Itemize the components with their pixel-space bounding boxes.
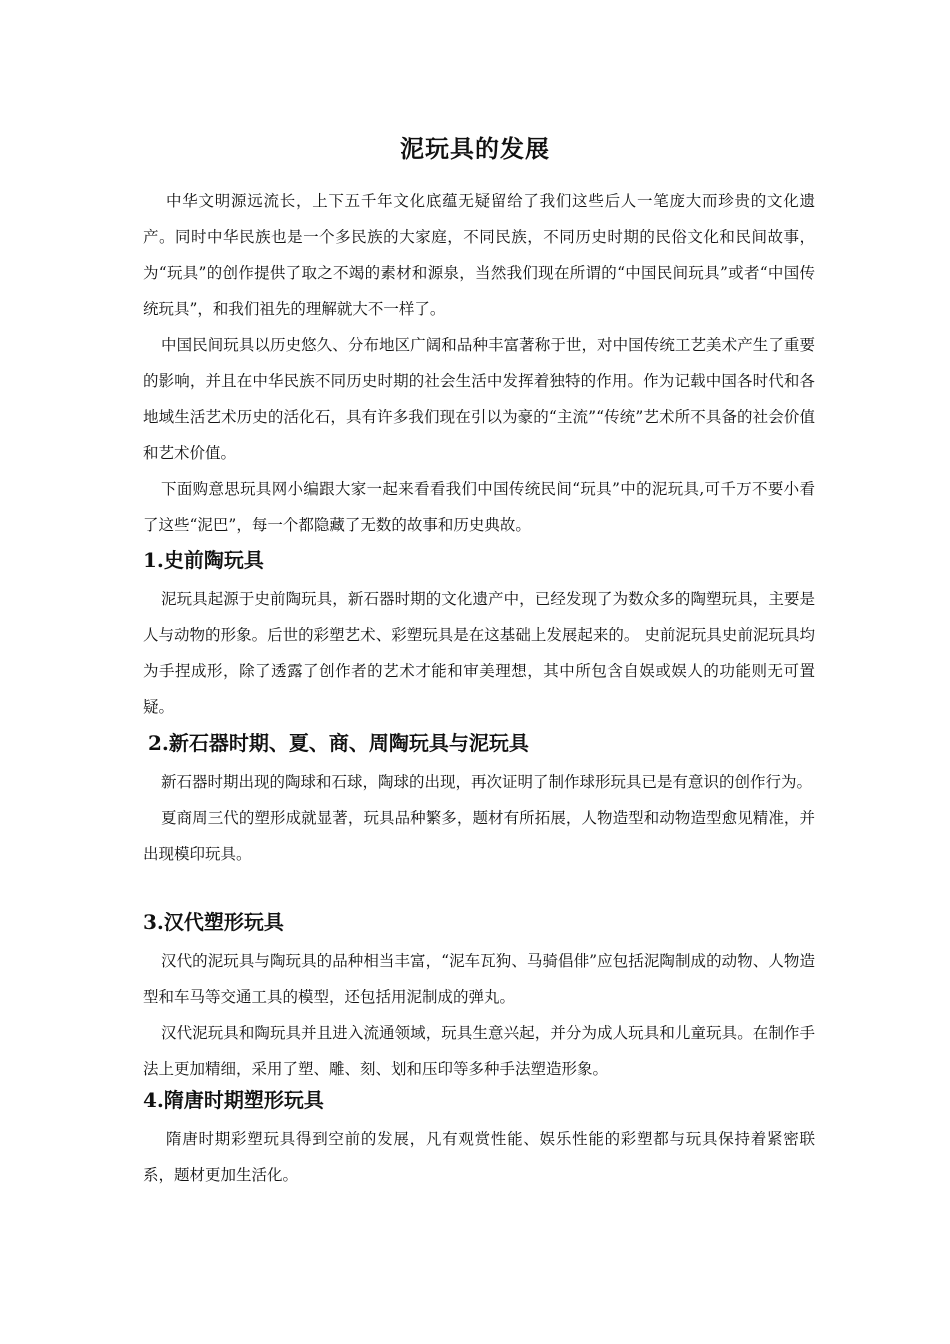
- section-4-body: [143, 1121, 815, 1193]
- document-title: 泥玩具的发展: [400, 134, 550, 163]
- section-3-paragraph-1: 汉代的泥玩具与陶玩具的品种相当丰富，“泥车瓦狗、马骑倡俳”应包括泥陶制成的动物、人物造型和车马等交通工具的模型，还包括用泥制成的弹丸。: [143, 952, 815, 1006]
- section-4-paragraph-1: 隋唐时期彩塑玩具得到空前的发展，凡有观赏性能、娱乐性能的彩塑都与玩具保持着紧密联系，题材更加生活化。: [143, 1130, 815, 1184]
- intro-paragraph-1: 中华文明源远流长，上下五千年文化底蕴无疑留给了我们这些后人一笔庞大而珍贵的文化遗产。同时中华民族也是一个多民族的大家庭，不同民族，不同历史时期的民俗文化和民间故事，为“玩具”的创作提供了取之不竭的素材和源泉，当然我们现在所谓的“中国民间玩具”或者“中国传统玩具”，和我们祖先的理解就大不一样了。: [143, 192, 815, 318]
- section-heading-4: 4.隋唐时期塑形玩具: [143, 1088, 324, 1112]
- intro-paragraph: [143, 471, 815, 543]
- section-heading-2: 2.新石器时期、夏、商、周陶玩具与泥玩具: [148, 731, 529, 755]
- section-3-paragraph-2: 汉代泥玩具和陶玩具并且进入流通领域，玩具生意兴起，并分为成人玩具和儿童玩具。在制作手法上更加精细，采用了塑、雕、刻、划和压印等多种手法塑造形象。: [143, 1024, 815, 1078]
- section-2-body: [143, 764, 815, 872]
- section-2-paragraph-2: 夏商周三代的塑形成就显著，玩具品种繁多，题材有所拓展，人物造型和动物造型愈见精准，并出现模印玩具。: [143, 809, 815, 863]
- section-heading-1: 1.史前陶玩具: [143, 548, 264, 572]
- section-1-body: [143, 581, 815, 725]
- section-2-paragraph-1: 新石器时期出现的陶球和石球，陶球的出现，再次证明了制作球形玩具已是有意识的创作行为。: [161, 773, 813, 791]
- section-heading-3: 3.汉代塑形玩具: [143, 910, 284, 934]
- intro-paragraph: [143, 183, 815, 327]
- intro-paragraph-2: 中国民间玩具以历史悠久、分布地区广阔和品种丰富著称于世，对中国传统工艺美术产生了重要的影响，并且在中华民族不同历史时期的社会生活中发挥着独特的作用。作为记载中国各时代和各地域生活艺术历史的活化石，具有许多我们现在引以为豪的“主流”“传统”艺术所不具备的社会价值和艺术价值。: [143, 336, 815, 462]
- section-1-paragraph-1: 泥玩具起源于史前陶玩具，新石器时期的文化遗产中，已经发现了为数众多的陶塑玩具，主要是人与动物的形象。后世的彩塑艺术、彩塑玩具是在这基础上发展起来的。 史前泥玩具史前泥玩具均为手捏成形，除了透露了创作者的艺术才能和审美理想，其中所包含自娱或娱人的功能则无可置疑。: [143, 590, 815, 716]
- section-3-body: [143, 943, 815, 1087]
- intro-paragraph-3: 下面购意思玩具网小编跟大家一起来看看我们中国传统民间“玩具”中的泥玩具,可千万不要小看了这些“泥巴”，每一个都隐藏了无数的故事和历史典故。: [143, 480, 815, 534]
- intro-paragraph: [143, 327, 815, 471]
